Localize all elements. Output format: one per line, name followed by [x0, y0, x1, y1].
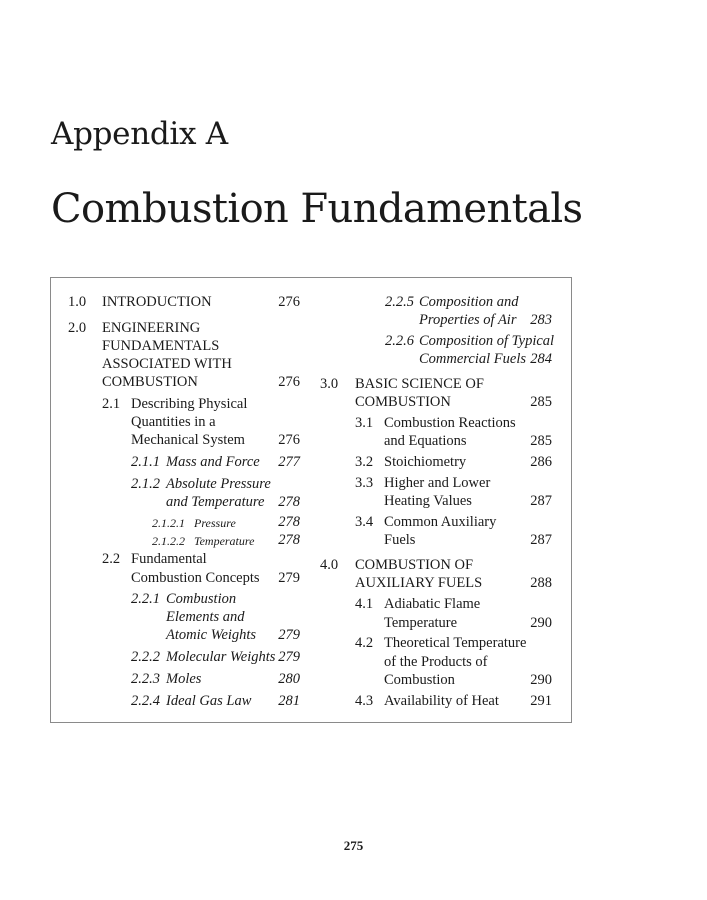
toc-title: Pressure	[194, 516, 236, 530]
toc-number: 3.2	[355, 454, 374, 470]
toc-page: 278	[278, 494, 300, 510]
toc-title-line: Composition and	[419, 294, 519, 310]
toc-page: 287	[530, 493, 552, 509]
toc-page: 280	[278, 671, 300, 687]
toc-title-line: Combustion Concepts	[131, 570, 260, 586]
toc-number: 4.2	[355, 635, 374, 651]
toc-title-line: Atomic Weights	[166, 627, 257, 643]
toc-title-line: Describing Physical	[131, 396, 248, 412]
toc-title-line: and Temperature	[166, 494, 265, 510]
toc-title-line: Theoretical Temperature	[384, 635, 527, 651]
toc-number: 3.1	[355, 415, 374, 431]
toc-page: 279	[278, 649, 300, 665]
toc-page: 284	[530, 351, 552, 367]
toc-number: 3.4	[355, 514, 374, 530]
toc-number: 2.1.2.1	[152, 516, 185, 530]
toc-page: 291	[530, 693, 552, 709]
toc-title-line: Temperature	[384, 615, 458, 631]
toc-page: 290	[530, 672, 552, 688]
toc-title: Availability of Heat	[384, 693, 499, 709]
toc-number: 2.2.5	[385, 294, 414, 310]
toc-title-line: Quantities in a	[131, 414, 216, 430]
chapter-title: Combustion Fundamentals	[51, 186, 583, 232]
toc-page: 290	[530, 615, 552, 631]
toc-title: Molecular Weights	[166, 649, 276, 665]
toc-page: 285	[530, 394, 552, 410]
toc-title: Moles	[166, 671, 202, 687]
toc-number: 2.1.1	[131, 454, 160, 470]
toc-page: 281	[278, 693, 300, 709]
toc-title-line: of the Products of	[384, 654, 488, 670]
toc-title-line: Higher and Lower	[384, 475, 491, 491]
toc-title-line: Combustion	[384, 672, 455, 688]
toc-title-line: Combustion Reactions	[384, 415, 516, 431]
toc-page: 277	[278, 454, 300, 470]
toc-title: Mass and Force	[166, 454, 260, 470]
toc-number: 2.0	[68, 320, 87, 336]
toc-title-line: COMBUSTION	[102, 374, 198, 390]
toc-number: 2.2	[102, 551, 121, 567]
toc-number: 3.0	[320, 376, 339, 392]
toc-title-line: COMBUSTION OF	[355, 557, 474, 573]
toc-number: 2.2.1	[131, 591, 160, 607]
toc-title-line: Heating Values	[384, 493, 472, 509]
toc-title-line: Common Auxiliary	[384, 514, 497, 530]
toc-title-line: ENGINEERING	[102, 320, 201, 336]
toc-page: 279	[278, 570, 300, 586]
toc-number: 4.3	[355, 693, 374, 709]
toc-title-line: Adiabatic Flame	[384, 596, 481, 612]
toc-page: 287	[530, 532, 552, 548]
toc-page: 276	[278, 374, 300, 390]
toc-title-line: Properties of Air	[419, 312, 517, 328]
toc-title-line: FUNDAMENTALS	[102, 338, 220, 354]
toc-title-line: Fuels	[384, 532, 416, 548]
toc-page: 276	[278, 294, 300, 310]
toc-page: 283	[530, 312, 552, 328]
toc-title: Stoichiometry	[384, 454, 467, 470]
table-of-contents	[50, 277, 572, 723]
toc-number: 2.1.2.2	[152, 534, 185, 548]
toc-title: INTRODUCTION	[102, 294, 212, 310]
toc-number: 3.3	[355, 475, 374, 491]
toc-page: 286	[530, 454, 552, 470]
toc-number: 4.1	[355, 596, 374, 612]
toc-title-line: AUXILIARY FUELS	[355, 575, 483, 591]
toc-title: Ideal Gas Law	[166, 693, 252, 709]
toc-title-line: Commercial Fuels	[419, 351, 526, 367]
toc-title-line: Absolute Pressure	[166, 476, 271, 492]
toc-number: 2.2.3	[131, 671, 160, 687]
toc-title-line: and Equations	[384, 433, 467, 449]
toc-number: 2.1.2	[131, 476, 160, 492]
toc-title: Temperature	[194, 534, 255, 548]
toc-title-line: Elements and	[166, 609, 245, 625]
page-number: 275	[343, 838, 364, 853]
toc-number: 1.0	[68, 294, 87, 310]
toc-number: 2.2.4	[131, 693, 160, 709]
toc-number: 2.1	[102, 396, 121, 412]
toc-number: 2.2.2	[131, 649, 160, 665]
toc-title-line: Combustion	[166, 591, 237, 607]
toc-title-line: COMBUSTION	[355, 394, 451, 410]
toc-page: 288	[530, 575, 552, 591]
toc-page: 276	[278, 432, 300, 448]
toc-number: 2.2.6	[385, 333, 414, 349]
toc-title-line: Fundamental	[131, 551, 207, 567]
toc-title-line: BASIC SCIENCE OF	[355, 376, 484, 392]
toc-title-line: Composition of Typical	[419, 333, 555, 349]
toc-number: 4.0	[320, 557, 339, 573]
toc-title-line: Mechanical System	[131, 432, 245, 448]
toc-page: 285	[530, 433, 552, 449]
toc-title-line: ASSOCIATED WITH	[102, 356, 232, 372]
toc-page: 278	[278, 514, 300, 530]
toc-page: 279	[278, 627, 300, 643]
toc-page: 278	[278, 532, 300, 548]
appendix-label: Appendix A	[51, 116, 228, 152]
